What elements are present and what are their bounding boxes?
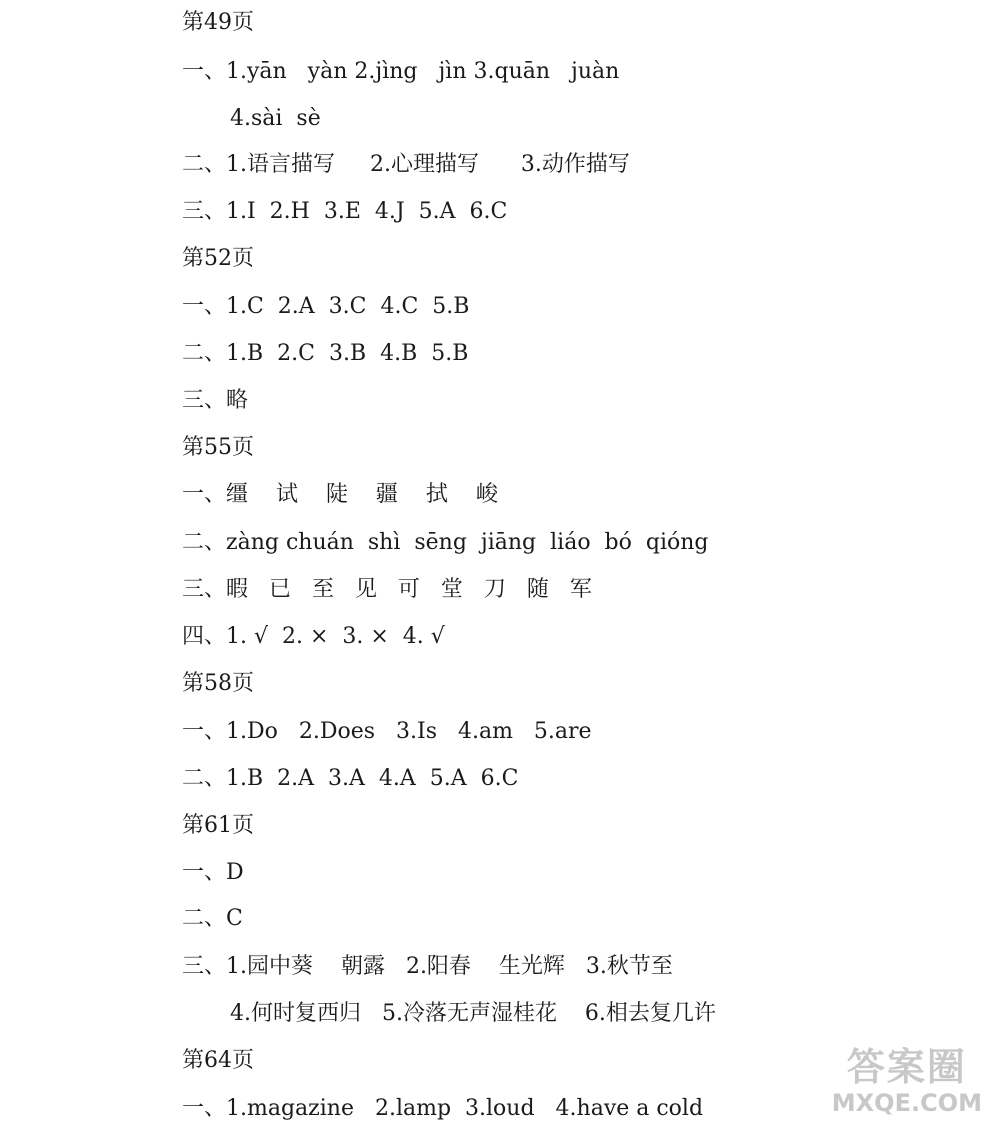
page-heading-58: 第58页 <box>182 671 254 696</box>
answer-line: 二、C <box>182 906 243 931</box>
answer-line: 一、1.Do 2.Does 3.Is 4.am 5.are <box>182 719 592 744</box>
watermark-url: MXQE.COM <box>831 1089 982 1117</box>
answer-line: 一、D <box>182 860 244 885</box>
answer-line: 三、1.I 2.H 3.E 4.J 5.A 6.C <box>182 199 508 224</box>
page-heading-49: 第49页 <box>182 10 254 35</box>
answer-line: 4.何时复西归 5.冷落无声湿桂花 6.相去复几许 <box>230 1001 716 1026</box>
answer-line: 二、zàng chuán shì sēng jiāng liáo bó qióng <box>182 530 709 555</box>
answer-line: 四、1. √ 2. × 3. × 4. √ <box>182 624 445 649</box>
page-heading-64: 第64页 <box>182 1048 254 1073</box>
answer-line: 一、1.magazine 2.lamp 3.loud 4.have a cold <box>182 1096 704 1121</box>
answer-line: 二、1.B 2.C 3.B 4.B 5.B <box>182 341 469 366</box>
page-heading-61: 第61页 <box>182 813 254 838</box>
answer-line: 三、暇 已 至 见 可 堂 刀 随 军 <box>182 577 592 602</box>
watermark-logo <box>832 1045 982 1117</box>
watermark-title: 答案圈 <box>846 1045 967 1089</box>
page-heading-52: 第52页 <box>182 246 254 271</box>
answer-line: 三、略 <box>182 388 249 413</box>
answer-line: 一、1.C 2.A 3.C 4.C 5.B <box>182 294 470 319</box>
answer-line: 三、1.园中葵 朝露 2.阳春 生光辉 3.秋节至 <box>182 954 673 979</box>
answer-line: 一、1.yān yàn 2.jìng jìn 3.quān juàn <box>182 59 620 84</box>
answer-line: 二、1.B 2.A 3.A 4.A 5.A 6.C <box>182 766 519 791</box>
answer-line: 一、缰 试 陡 疆 拭 峻 <box>182 482 498 507</box>
answer-line: 4.sài sè <box>230 106 321 131</box>
answer-line: 二、1.语言描写 2.心理描写 3.动作描写 <box>182 152 630 177</box>
page-heading-55: 第55页 <box>182 435 254 460</box>
